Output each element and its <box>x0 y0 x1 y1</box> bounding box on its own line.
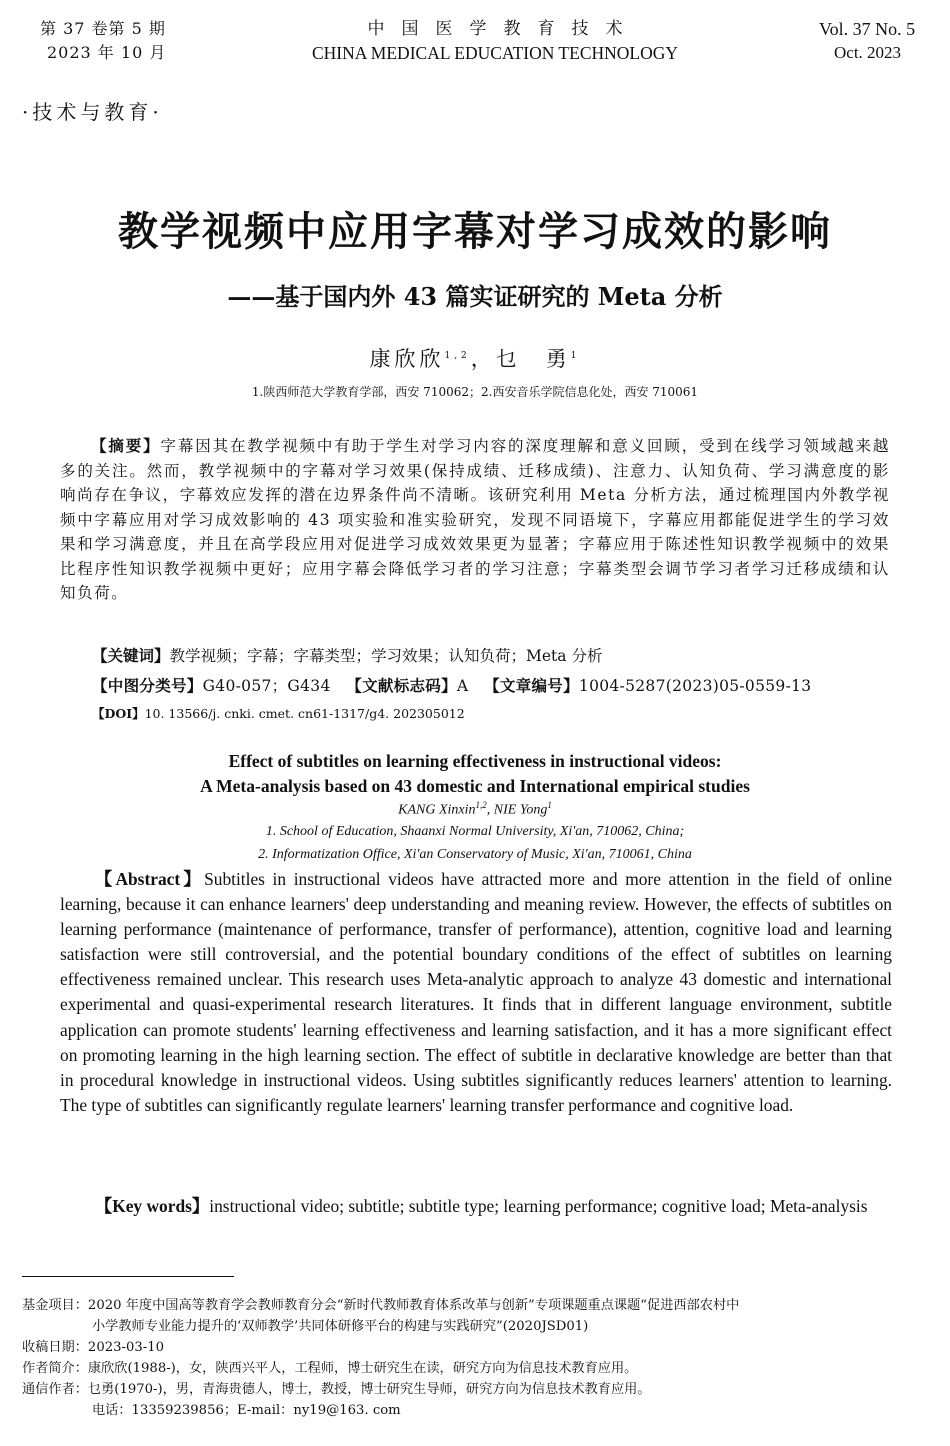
author-bio: 作者简介：康欣欣(1988-)，女，陕西兴平人，工程师，博士研究生在读，研究方向为信息技术教育应用。 <box>22 1361 638 1376</box>
en-affil-1: 1. School of Education, Shaanxi Normal University, Xi'an, 710062, China; <box>265 824 685 839</box>
author-2: 乜 勇 <box>495 347 571 371</box>
article-number-label: 【文章编号】 <box>484 676 579 695</box>
date-en: Oct. 2023 <box>834 43 902 62</box>
article-title: 教学视频中应用字幕对学习成效的影响 <box>118 208 832 255</box>
author-1-affil: 1,2 <box>444 351 471 361</box>
en-title-line-1: Effect of subtitles on learning effectiveness in instructional videos: <box>228 751 722 771</box>
corresponding-author: 通信作者：乜勇(1970-)，男，青海贵德人，博士，教授，博士研究生导师，研究方向为信息技术教育应用。 <box>22 1382 651 1397</box>
funding-line-1: 基金项目：2020 年度中国高等教育学会教师教育分会“新时代教师教育体系改革与创新”专项课题重点课题“促进西部农村中 <box>22 1298 740 1313</box>
en-author-1-affil: 1,2 <box>475 800 487 810</box>
author-separator: ， <box>470 347 496 371</box>
contact-info[interactable]: 电话：13359239856；E-mail：ny19@163. com <box>92 1403 401 1418</box>
keywords-cn-text: 教学视频；字幕；字幕类型；学习效果；认知负荷；Meta 分析 <box>169 647 603 665</box>
classification-line <box>92 674 811 698</box>
abstract-cn-label: 【摘要】 <box>91 436 161 455</box>
doi-label: 【DOI】 <box>92 706 145 721</box>
en-title-line-2: A Meta-analysis based on 43 domestic and International empirical studies <box>200 776 750 796</box>
issue-date: 2023 年 10 月 <box>47 43 167 62</box>
received-date: 收稿日期：2023-03-10 <box>22 1340 164 1355</box>
footnote-divider <box>22 1276 234 1277</box>
doi-value[interactable]: 10. 13566/j. cnki. cmet. cn61-1317/g4. 202305012 <box>144 706 465 721</box>
doc-code-label: 【文献标志码】 <box>346 676 457 695</box>
clc-value: G40-057；G434 <box>202 677 331 695</box>
abstract-cn-text: 字幕因其在教学视频中有助于学生对学习内容的深度理解和意义回顾，受到在线学习领域越来越多的关注。然而，教学视频中的字幕对学习效果(保持成绩、迁移成绩)、注意力、认知负荷、学习满意度的影响尚存在争议，字幕效应发挥的潜在边界条件尚不清晰。该研究利用 Meta 分析方法，通过梳理国内外教学视频中字幕应用对学习成效影响的 43 项实验和准实验研究，发现不同语境下，字幕应用都能促进学生的学习效果和学习满意度，并且在高学段应用对促进学习成效效果更为显著；字幕应用于陈述性知识教学视频中的效果比程序性知识教学视频中更好；应用字幕会降低学习者的学习注意；字幕类型会调节学习者学习迁移成绩和认知负荷。 <box>60 437 891 602</box>
author-line <box>0 343 950 373</box>
affiliation: 1.陕西师范大学教育学部，西安 710062；2.西安音乐学院信息化处，西安 710061 <box>251 385 699 399</box>
en-authors <box>0 800 950 819</box>
en-affil-2: 2. Informatization Office, Xi'an Conservatory of Music, Xi'an, 710061, China <box>258 847 692 862</box>
keywords-en-text: instructional video; subtitle; subtitle type; learning performance; cognitive load; Meta-analysis <box>209 1196 868 1216</box>
abstract-en <box>60 867 892 1118</box>
doi-line <box>92 704 465 722</box>
en-author-2: , NIE Yong <box>486 802 548 818</box>
issue-volume: 第 37 卷第 5 期 <box>40 19 166 38</box>
volume-en: Vol. 37 No. 5 <box>819 19 916 39</box>
funding-line-2: 小学教师专业能力提升的‘双师教学’共同体研修平台的构建与实践研究”(2020JSD01) <box>92 1319 589 1334</box>
author-1: 康欣欣 <box>369 347 445 371</box>
article-number-value: 1004-5287(2023)05-0559-13 <box>578 677 812 695</box>
section-tag: ·技术与教育· <box>22 100 163 124</box>
en-author-1: KANG Xinxin <box>398 802 476 818</box>
abstract-cn <box>60 434 890 606</box>
journal-name-cn: 中 国 医 学 教 育 技 术 <box>367 19 623 39</box>
doc-code-value: A <box>456 677 469 695</box>
clc-label: 【中图分类号】 <box>92 676 203 695</box>
en-author-2-affil: 1 <box>547 800 552 810</box>
keywords-en-label: 【Key words】 <box>94 1196 210 1216</box>
author-2-affil: 1 <box>570 351 581 361</box>
journal-name-en: CHINA MEDICAL EDUCATION TECHNOLOGY <box>311 43 679 63</box>
keywords-cn <box>92 644 602 668</box>
abstract-en-text: Subtitles in instructional videos have attracted more and more attention in the field of online learning, because it can enhance learners' deep understanding and meaning review. However, the effects of subtitles on learning performance (maintenance of performance, transfer of performance), attention, cognitive load and learning satisfaction were still controversial, and the potential boundary conditions of the effect of subtitles on learning effectiveness remained unclear. This research uses Meta-analytic approach to analyze 43 domestic and international experimental and quasi-experimental research literatures. It finds that in different language environment, subtitle application can promote students' learning effectiveness and learning satisfaction, and it has a more significant effect on promoting learning in the high learning section. The effect of subtitle in declarative knowledge are better than that in procedural knowledge in instructional videos. Using subtitles significantly reduces learners' attention to learning. The type of subtitles can significantly regulate learners' learning transfer performance and cognitive load. <box>60 869 892 1115</box>
article-subtitle: ——基于国内外 43 篇实证研究的 Meta 分析 <box>227 282 723 311</box>
footnotes <box>22 1295 934 1421</box>
keywords-en <box>60 1194 892 1219</box>
abstract-en-label: 【Abstract】 <box>94 869 205 889</box>
keywords-cn-label: 【关键词】 <box>92 646 170 665</box>
